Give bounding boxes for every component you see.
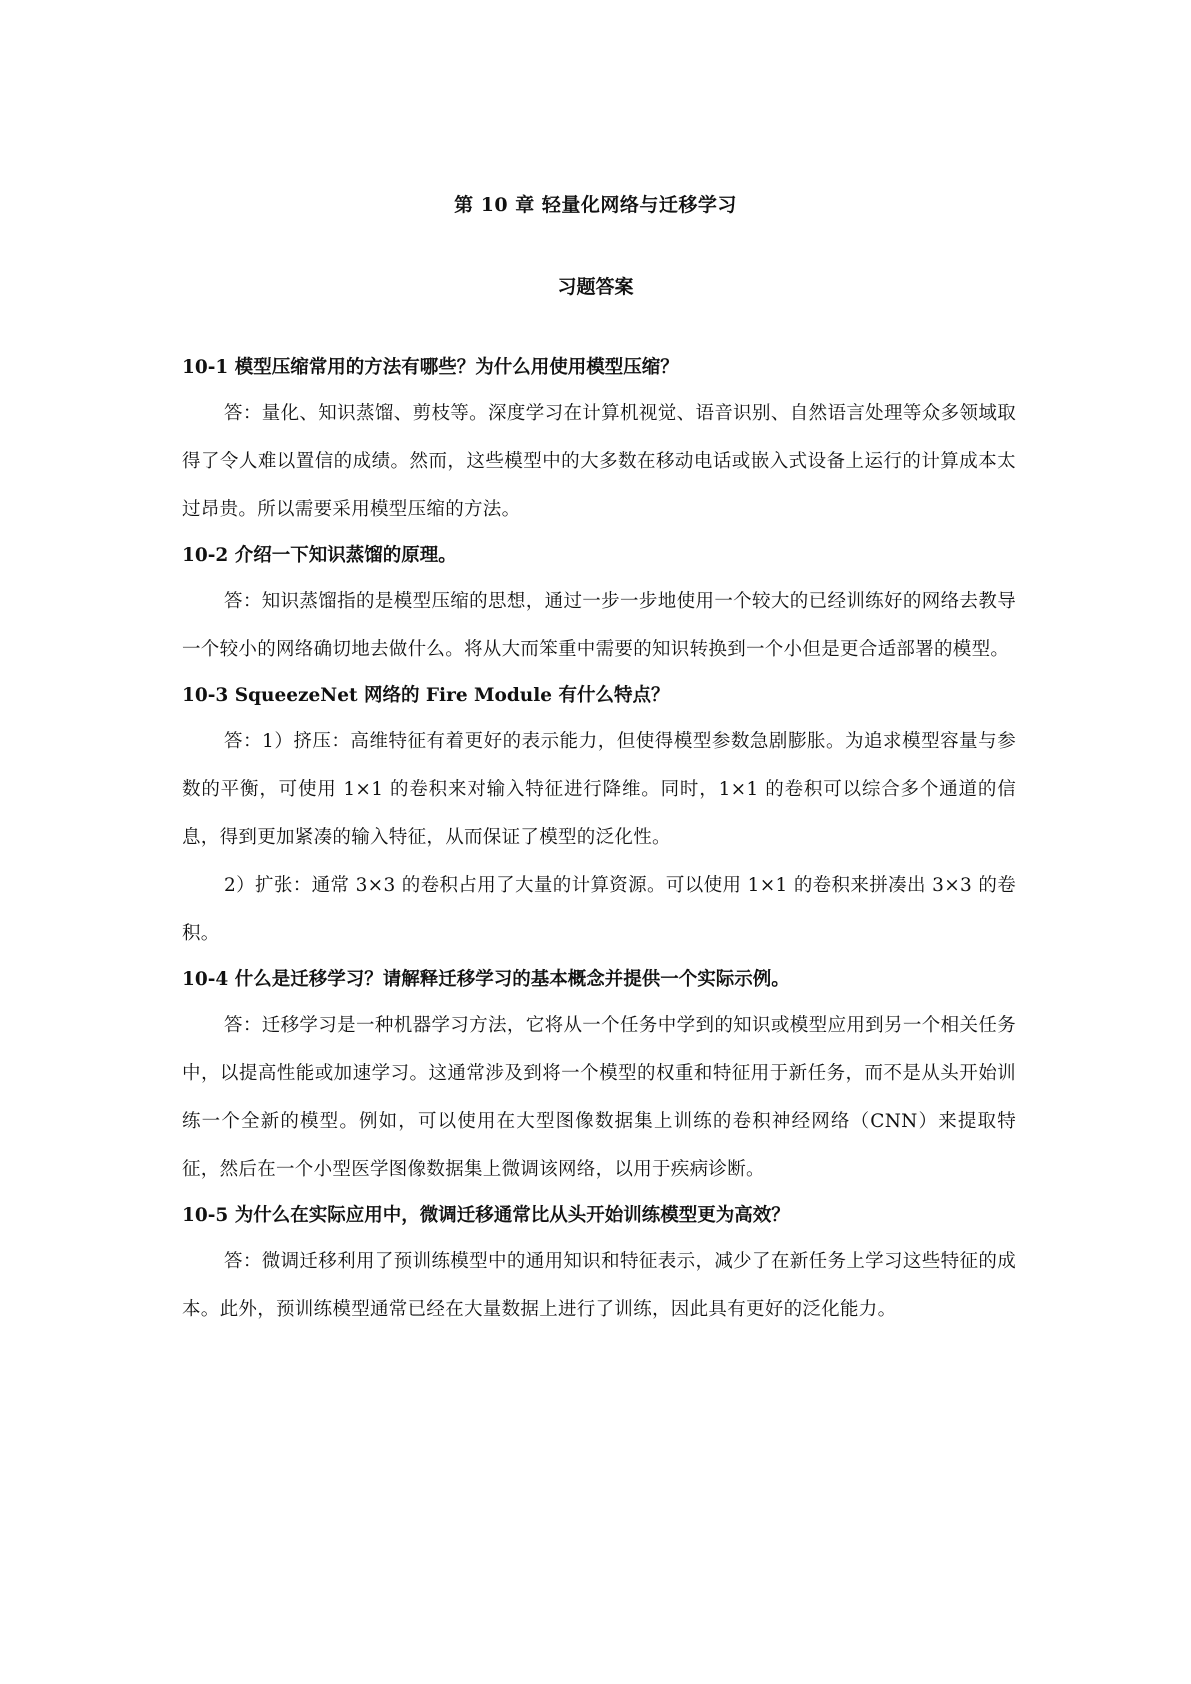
answer-paragraph: 答：微调迁移利用了预训练模型中的通用知识和特征表示，减少了在新任务上学习这些特征的成本。此外，预训练模型通常已经在大量数据上进行了训练，因此具有更好的泛化能力。 — [182, 1251, 1016, 1320]
question-heading: 10-5 为什么在实际应用中，微调迁移通常比从头开始训练模型更为高效？ — [182, 1205, 790, 1226]
answer-paragraph: 答：1）挤压：高维特征有着更好的表示能力，但使得模型参数急剧膨胀。为追求模型容量与参数的平衡，可使用 1×1 的卷积来对输入特征进行降维。同时，1×1 的卷积可以综合多个通道的信息，得到更加紧凑的输入特征，从而保证了模型的泛化性。 — [182, 731, 1016, 848]
question-heading: 10-4 什么是迁移学习？请解释迁移学习的基本概念并提供一个实际示例。 — [182, 969, 790, 990]
qa-section — [182, 1194, 1016, 1334]
answer-paragraph: 2）扩张：通常 3×3 的卷积占用了大量的计算资源。可以使用 1×1 的卷积来拼凑出 3×3 的卷积。 — [182, 875, 1016, 944]
answer-paragraph: 答：知识蒸馏指的是模型压缩的思想，通过一步一步地使用一个较大的已经训练好的网络去教导一个较小的网络确切地去做什么。将从大而笨重中需要的知识转换到一个小但是更合适部署的模型。 — [182, 591, 1016, 660]
qa-section — [182, 674, 1016, 958]
page-subtitle: 习题答案 — [557, 276, 634, 298]
qa-content — [182, 346, 1016, 1334]
question-heading: 10-1 模型压缩常用的方法有哪些？为什么用使用模型压缩？ — [182, 357, 679, 378]
qa-section — [182, 958, 1016, 1194]
chapter-title: 第 10 章 轻量化网络与迁移学习 — [454, 194, 737, 216]
question-heading: 10-2 介绍一下知识蒸馏的原理。 — [182, 545, 457, 566]
answer-paragraph: 答：迁移学习是一种机器学习方法，它将从一个任务中学到的知识或模型应用到另一个相关任务中，以提高性能或加速学习。这通常涉及到将一个模型的权重和特征用于新任务，而不是从头开始训练一个全新的模型。例如，可以使用在大型图像数据集上训练的卷积神经网络（CNN）来提取特征，然后在一个小型医学图像数据集上微调该网络，以用于疾病诊断。 — [182, 1015, 1016, 1180]
qa-section — [182, 534, 1016, 674]
qa-section — [182, 346, 1016, 534]
question-heading: 10-3 SqueezeNet 网络的 Fire Module 有什么特点？ — [182, 685, 670, 706]
answer-paragraph: 答：量化、知识蒸馏、剪枝等。深度学习在计算机视觉、语音识别、自然语言处理等众多领域取得了令人难以置信的成绩。然而，这些模型中的大多数在移动电话或嵌入式设备上运行的计算成本太过昂贵。所以需要采用模型压缩的方法。 — [182, 403, 1016, 520]
